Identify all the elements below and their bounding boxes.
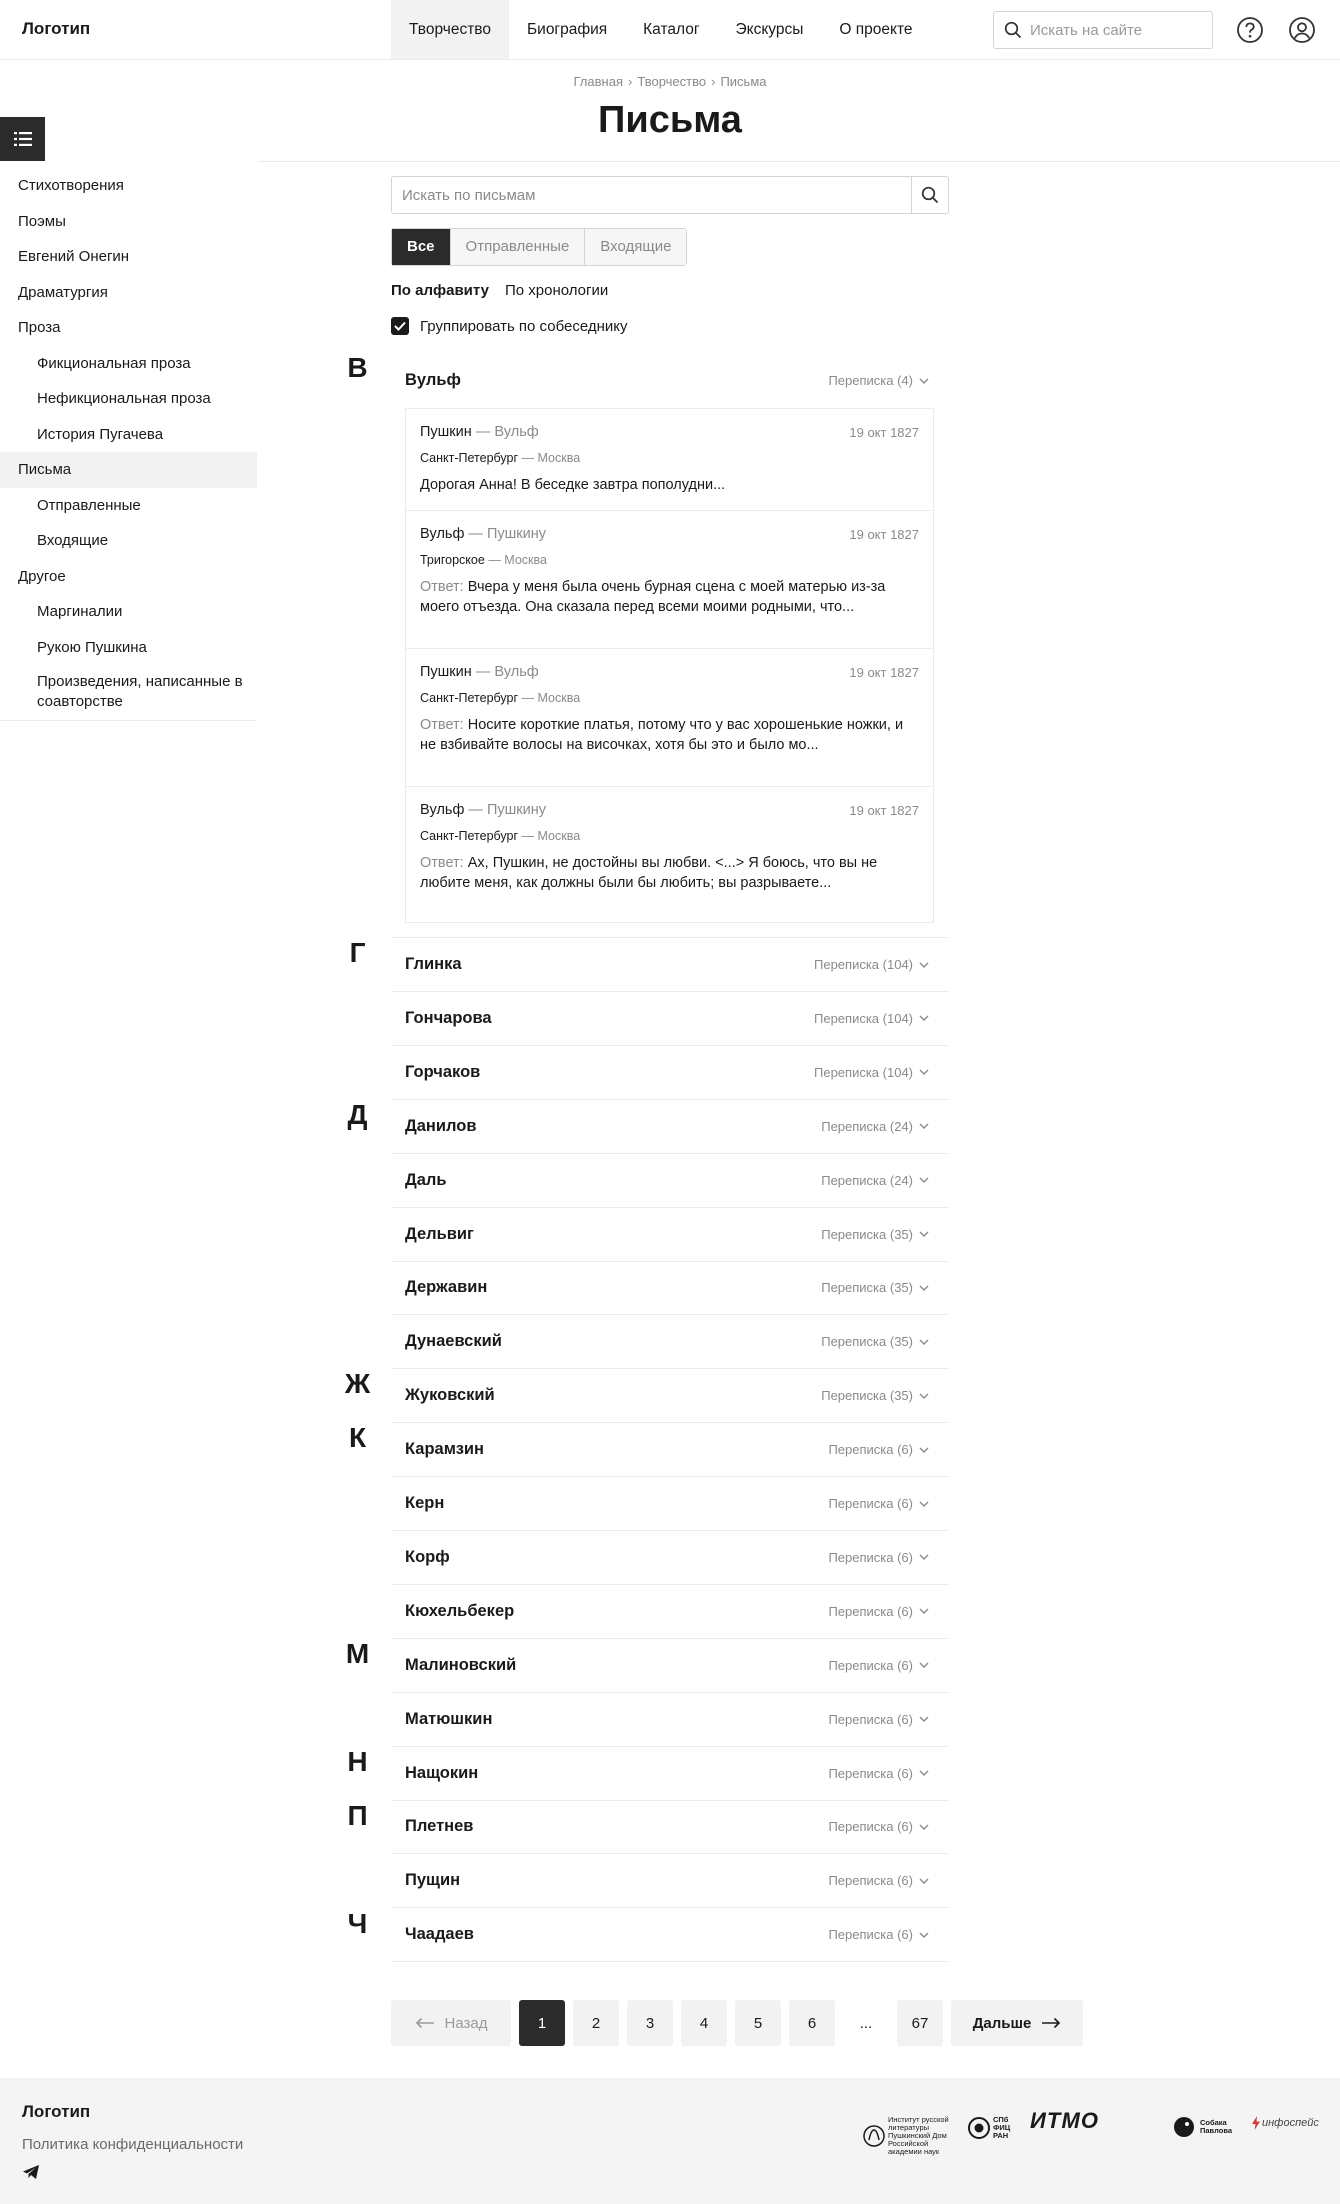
correspondent-name: Дунаевский <box>405 1332 502 1351</box>
chevron-down-icon <box>919 1339 929 1345</box>
correspondent-name: Горчаков <box>405 1062 481 1081</box>
letter-place-to: — Москва <box>521 451 581 465</box>
sidebar-item-fiktsionalnaya-proza[interactable]: Фикциональная проза <box>37 354 191 372</box>
sidebar-item-rukoyu-pushkina[interactable]: Рукою Пушкина <box>37 638 147 656</box>
telegram-icon[interactable] <box>22 2164 40 2180</box>
nav-item-biografiya[interactable]: Биография <box>526 21 608 38</box>
correspondence-count[interactable] <box>828 1658 929 1673</box>
letter-places <box>420 691 580 705</box>
dog-icon <box>1173 2116 1195 2138</box>
site-search <box>993 11 1213 49</box>
correspondence-count[interactable] <box>828 1442 929 1457</box>
correspondence-count-label: Переписка (35) <box>821 1280 913 1296</box>
help-icon[interactable] <box>1236 16 1264 44</box>
partner-spb-text: СПб ФИЦ РАН <box>993 2115 1011 2140</box>
correspondence-count-label: Переписка (4) <box>828 373 913 388</box>
correspondent-row-expanded[interactable] <box>391 354 949 408</box>
letters-search-button[interactable] <box>911 177 948 213</box>
nav-item-ekskursy[interactable]: Экскурсы <box>735 21 804 38</box>
correspondence-count[interactable] <box>821 1227 929 1242</box>
chevron-down-icon <box>919 962 929 968</box>
correspondence-count-label: Переписка (6) <box>828 1873 913 1889</box>
user-account-icon[interactable] <box>1288 16 1316 44</box>
partner-pushkin-text: Институт русской литературы Пушкинский Дом Российской академии наук <box>888 2115 949 2156</box>
correspondence-count-label: Переписка (35) <box>821 1334 913 1350</box>
correspondent-row[interactable] <box>391 1854 949 1908</box>
letter-excerpt: Дорогая Анна! В беседке завтра пополудни... <box>420 477 726 493</box>
letter-card[interactable] <box>406 409 933 511</box>
correspondence-count-label: Переписка (35) <box>821 1388 913 1404</box>
breadcrumb-item-tvorchestvo[interactable]: Творчество <box>637 74 707 89</box>
breadcrumb-item-current: Письма <box>720 74 767 89</box>
page-button[interactable]: 6 <box>789 2000 835 2046</box>
correspondence-count-label: Переписка (24) <box>821 1172 913 1188</box>
chevron-down-icon <box>919 1231 929 1237</box>
letter-date: 19 окт 1827 <box>849 665 919 680</box>
correspondent-row[interactable] <box>391 1154 949 1208</box>
sidebar-item-poemy[interactable]: Поэмы <box>18 212 66 230</box>
page-title: Письма <box>598 99 742 141</box>
sidebar-item-vkhodyashchie[interactable]: Входящие <box>37 532 109 549</box>
correspondent-row[interactable] <box>391 1531 949 1585</box>
correspondent-name: Жуковский <box>405 1386 495 1405</box>
correspondent-name: Гончарова <box>405 1008 492 1027</box>
alphabet-letter: Ч <box>347 1908 368 1939</box>
correspondence-count[interactable] <box>828 1550 929 1565</box>
correspondence-count-label: Переписка (104) <box>814 957 913 972</box>
tab-incoming[interactable]: Входящие <box>584 229 686 265</box>
sidebar-item-drugoe[interactable]: Другое <box>18 567 66 585</box>
letter-places <box>420 553 547 567</box>
correspondent-row[interactable] <box>391 1477 949 1531</box>
sidebar-toggle-button[interactable] <box>0 117 45 161</box>
correspondence-count[interactable] <box>828 1927 929 1942</box>
page-button[interactable]: 3 <box>627 2000 673 2046</box>
list-icon <box>14 131 32 147</box>
chevron-down-icon <box>919 1501 929 1507</box>
correspondent-row[interactable] <box>391 1208 949 1262</box>
correspondent-row[interactable] <box>391 992 949 1046</box>
correspondent-name: Корф <box>405 1547 450 1566</box>
correspondence-count[interactable] <box>828 1819 929 1834</box>
correspondent-name: Даль <box>405 1170 447 1189</box>
correspondent-name: Малиновский <box>405 1655 517 1674</box>
letter-from: Пушкин <box>420 424 472 440</box>
correspondent-name: Нащокин <box>405 1763 479 1782</box>
page-button[interactable]: 1 <box>519 2000 565 2046</box>
correspondence-count[interactable] <box>821 1388 929 1403</box>
correspondent-name: Карамзин <box>405 1440 485 1459</box>
partner-spb-fic-ran[interactable] <box>968 2116 1015 2140</box>
correspondent-row[interactable] <box>391 1423 949 1477</box>
correspondence-count-label: Переписка (6) <box>828 1496 913 1511</box>
breadcrumb-item-home[interactable]: Главная <box>573 74 623 89</box>
correspondent-row[interactable] <box>391 1639 949 1693</box>
letter-place-from: Тригорское <box>420 553 485 567</box>
correspondent-row[interactable] <box>391 1261 949 1315</box>
chevron-down-icon <box>919 378 929 384</box>
correspondent-name: Керн <box>405 1494 445 1512</box>
alphabet-letter: Г <box>349 937 366 968</box>
chevron-down-icon <box>919 1177 929 1183</box>
pushkin-dom-emblem-icon <box>863 2124 885 2148</box>
sidebar-item-nefiktsionalnaya-proza[interactable]: Нефикциональная проза <box>37 390 211 407</box>
correspondence-count[interactable] <box>821 1334 929 1349</box>
correspondence-count-label: Переписка (6) <box>828 1765 913 1781</box>
letter-date: 19 окт 1827 <box>849 527 919 542</box>
site-header <box>0 0 1340 60</box>
correspondence-count[interactable] <box>828 1712 929 1727</box>
sidebar-item-evgeniy-onegin[interactable]: Евгений Онегин <box>18 248 130 265</box>
letter-excerpt-text: Вчера у меня была очень бурная сцена с моей матерью из-за моего отъезда. Она сказала перед всеми моими родными, что... <box>420 579 886 615</box>
checkmark-icon <box>394 321 406 331</box>
arrow-right-icon <box>1041 2017 1061 2029</box>
chevron-right-icon: › <box>711 74 716 89</box>
correspondence-count[interactable] <box>828 373 929 388</box>
letter-type-tabs <box>391 228 687 266</box>
chevron-down-icon <box>919 1069 929 1075</box>
correspondence-count[interactable] <box>828 1604 929 1619</box>
chevron-down-icon <box>919 1824 929 1830</box>
letter-place-to: — Москва <box>488 553 547 567</box>
group-checkbox-label: Группировать по собеседнику <box>420 317 628 335</box>
correspondent-name: Державин <box>405 1278 488 1297</box>
letter-excerpt-text: Ах, Пушкин, не достойны вы любви. <...> Я боюсь, что вы не любите меня, как должны были бы любить; вы разрываете... <box>420 855 878 891</box>
prev-page-button[interactable] <box>391 2000 511 2046</box>
chevron-down-icon <box>919 1878 929 1884</box>
sort-alphabetical[interactable]: По алфавиту <box>391 282 489 299</box>
letter-participants <box>420 664 539 680</box>
correspondent-name: Дельвиг <box>405 1224 474 1243</box>
correspondence-count[interactable] <box>814 1011 929 1026</box>
correspondent-row[interactable] <box>391 1693 949 1747</box>
correspondence-count-label: Переписка (24) <box>821 1118 913 1134</box>
partner-sobaka-text: Собака Павлова <box>1200 2118 1233 2135</box>
correspondence-count[interactable] <box>828 1496 929 1511</box>
breadcrumb <box>0 74 1340 89</box>
chevron-down-icon <box>919 1716 929 1722</box>
pagination-ellipsis: ... <box>859 2014 873 2032</box>
correspondent-row[interactable] <box>391 1315 949 1369</box>
letter-to: — Вульф <box>475 664 539 680</box>
letter-from: Пушкин <box>420 664 472 680</box>
letter-excerpt <box>420 853 920 893</box>
correspondence-count[interactable] <box>828 1873 929 1888</box>
alphabet-letter: Д <box>347 1099 368 1130</box>
alphabet-letter: М <box>345 1638 370 1669</box>
alphabet-letter: К <box>348 1422 367 1453</box>
correspondent-row[interactable] <box>391 1046 949 1100</box>
partner-infospace[interactable] <box>1252 2116 1319 2130</box>
sidebar-item-istoriya-pugacheva[interactable]: История Пугачева <box>37 425 164 443</box>
chevron-down-icon <box>919 1123 929 1129</box>
sort-chronological[interactable]: По хронологии <box>504 282 609 299</box>
group-by-correspondent[interactable] <box>391 317 628 335</box>
letter-to: — Вульф <box>475 424 539 440</box>
correspondence-count[interactable] <box>821 1173 929 1188</box>
letter-from: Вульф <box>420 526 465 542</box>
correspondent-name: Вульф <box>405 371 461 389</box>
partner-itmo-text: ИТМО <box>1030 2108 1099 2133</box>
letter-to: — Пушкину <box>468 526 546 542</box>
sidebar-item-stikhotvoreniya[interactable]: Стихотворения <box>18 177 124 194</box>
correspondent-row[interactable] <box>391 1747 949 1801</box>
alphabet-letter: Н <box>347 1746 368 1777</box>
correspondence-count-label: Переписка (6) <box>828 1442 913 1458</box>
reply-label: Ответ: <box>420 579 464 595</box>
chevron-down-icon <box>919 1447 929 1453</box>
sidebar-item-otpravlennye[interactable]: Отправленные <box>37 496 141 514</box>
partner-pushkin-dom[interactable] <box>863 2116 950 2156</box>
correspondent-row[interactable] <box>391 1100 949 1154</box>
reply-label: Ответ: <box>420 855 464 871</box>
group-checkbox[interactable] <box>391 317 409 335</box>
correspondence-count[interactable] <box>821 1280 929 1295</box>
sidebar-item-soavtorstvo[interactable]: Произведения, написанные в соавторстве <box>37 673 243 710</box>
letter-card[interactable] <box>406 649 933 787</box>
letter-place-from: Санкт-Петербург <box>420 691 519 705</box>
page-button[interactable]: 5 <box>735 2000 781 2046</box>
letter-excerpt <box>420 577 920 617</box>
letter-places <box>420 829 580 843</box>
nav-item-o-proekte[interactable]: О проекте <box>839 21 913 38</box>
chevron-down-icon <box>919 1662 929 1668</box>
nav-item-tvorchestvo[interactable]: Творчество <box>391 0 509 59</box>
chevron-down-icon <box>919 1393 929 1399</box>
correspondent-name: Чаадаев <box>405 1925 474 1944</box>
sidebar-nav <box>0 168 257 721</box>
sort-options <box>391 282 608 299</box>
letter-participants <box>420 424 539 440</box>
pagination <box>391 2000 1083 2046</box>
privacy-policy-link[interactable]: Политика конфиденциальности <box>22 2136 244 2153</box>
sidebar-item-pisma[interactable]: Письма <box>0 452 257 488</box>
alphabet-letter: В <box>347 352 368 383</box>
tab-sent[interactable]: Отправленные <box>450 229 585 265</box>
reply-label: Ответ: <box>420 717 464 733</box>
correspondent-name: Плетнев <box>405 1817 474 1836</box>
page-button[interactable]: 67 <box>897 2000 943 2046</box>
chevron-down-icon <box>919 1285 929 1291</box>
footer-logo[interactable]: Логотип <box>22 2102 91 2121</box>
correspondence-count[interactable] <box>821 1119 929 1134</box>
letter-from: Вульф <box>420 802 465 818</box>
correspondence-count-label: Переписка (35) <box>821 1226 913 1242</box>
letter-date: 19 окт 1827 <box>849 425 919 440</box>
correspondence-count-label: Переписка (104) <box>814 1064 913 1080</box>
chevron-down-icon <box>919 1932 929 1938</box>
letters-search-input[interactable] <box>392 177 911 213</box>
correspondence-count-label: Переписка (6) <box>828 1603 913 1619</box>
chevron-right-icon: › <box>627 74 633 89</box>
correspondent-row[interactable] <box>391 1369 949 1423</box>
letter-participants <box>420 526 546 542</box>
divider <box>258 161 1340 162</box>
alphabet-letter: П <box>347 1800 368 1831</box>
letters-search <box>391 176 949 214</box>
correspondence-count[interactable] <box>814 957 929 972</box>
correspondent-name: Данилов <box>405 1116 477 1135</box>
tab-all[interactable]: Все <box>392 229 450 265</box>
letter-participants <box>420 802 546 818</box>
correspondent-name: Кюхельбекер <box>405 1601 515 1620</box>
page-button[interactable]: 2 <box>573 2000 619 2046</box>
site-logo[interactable]: Логотип <box>22 19 91 38</box>
correspondence-count[interactable] <box>828 1766 929 1781</box>
arrow-left-icon <box>415 2017 435 2029</box>
divider <box>0 720 257 721</box>
letter-place-from: Санкт-Петербург <box>420 451 519 465</box>
correspondence-count-label: Переписка (104) <box>814 1010 913 1026</box>
correspondence-count-label: Переписка (6) <box>828 1819 913 1835</box>
correspondent-row[interactable] <box>391 1908 949 1962</box>
nav-item-katalog[interactable]: Каталог <box>643 21 700 38</box>
partner-sobaka-pavlova[interactable] <box>1173 2116 1242 2138</box>
page-button[interactable]: 4 <box>681 2000 727 2046</box>
search-icon <box>921 186 939 204</box>
next-page-label: Дальше <box>972 2014 1032 2032</box>
correspondent-name: Матюшкин <box>405 1709 493 1728</box>
letter-excerpt <box>420 715 920 755</box>
letter-places <box>420 451 580 465</box>
letter-excerpt-text: Носите короткие платья, потому что у вас хорошенькие ножки, и не взбивайте волосы на височках, хотя бы это и было мо... <box>420 717 904 753</box>
correspondent-row[interactable] <box>391 1585 949 1639</box>
sidebar-item-marginalii[interactable]: Маргиналии <box>37 603 123 620</box>
letter-card[interactable] <box>406 787 933 922</box>
letters-list <box>405 408 934 923</box>
letter-place-from: Санкт-Петербург <box>420 829 519 843</box>
letter-card[interactable] <box>406 511 933 649</box>
partner-infospace-text: инфоспейс <box>1262 2117 1319 2129</box>
alphabet-letter: Ж <box>344 1368 371 1399</box>
correspondent-name: Пущин <box>405 1871 461 1890</box>
next-page-button[interactable] <box>951 2000 1083 2046</box>
site-search-input[interactable] <box>1030 22 1200 39</box>
correspondence-count-label: Переписка (6) <box>828 1657 913 1673</box>
correspondence-count[interactable] <box>814 1065 929 1080</box>
letter-place-to: — Москва <box>521 829 581 843</box>
letter-place-to: — Москва <box>521 691 581 705</box>
correspondent-row[interactable] <box>391 1800 949 1854</box>
letter-to: — Пушкину <box>468 802 546 818</box>
chevron-down-icon <box>919 1770 929 1776</box>
lightning-icon <box>1252 2116 1260 2130</box>
chevron-down-icon <box>919 1015 929 1021</box>
partner-itmo[interactable] <box>1030 2108 1099 2134</box>
main-nav <box>391 0 931 59</box>
search-icon <box>1004 21 1022 39</box>
correspondence-count-label: Переписка (6) <box>828 1927 913 1943</box>
prev-page-label: Назад <box>444 2014 488 2032</box>
correspondence-count-label: Переписка (6) <box>828 1711 913 1727</box>
correspondence-count-label: Переписка (6) <box>828 1549 913 1565</box>
letter-date: 19 окт 1827 <box>849 803 919 818</box>
site-footer <box>0 2078 1340 2204</box>
chevron-down-icon <box>919 1608 929 1614</box>
divider <box>391 937 949 938</box>
sidebar-item-proza[interactable]: Проза <box>18 319 61 336</box>
spb-fic-ran-emblem-icon <box>968 2116 990 2140</box>
correspondent-name: Глинка <box>405 955 462 973</box>
chevron-down-icon <box>919 1554 929 1560</box>
sidebar-item-dramaturgiya[interactable]: Драматургия <box>18 283 108 301</box>
correspondent-row[interactable] <box>391 938 949 992</box>
